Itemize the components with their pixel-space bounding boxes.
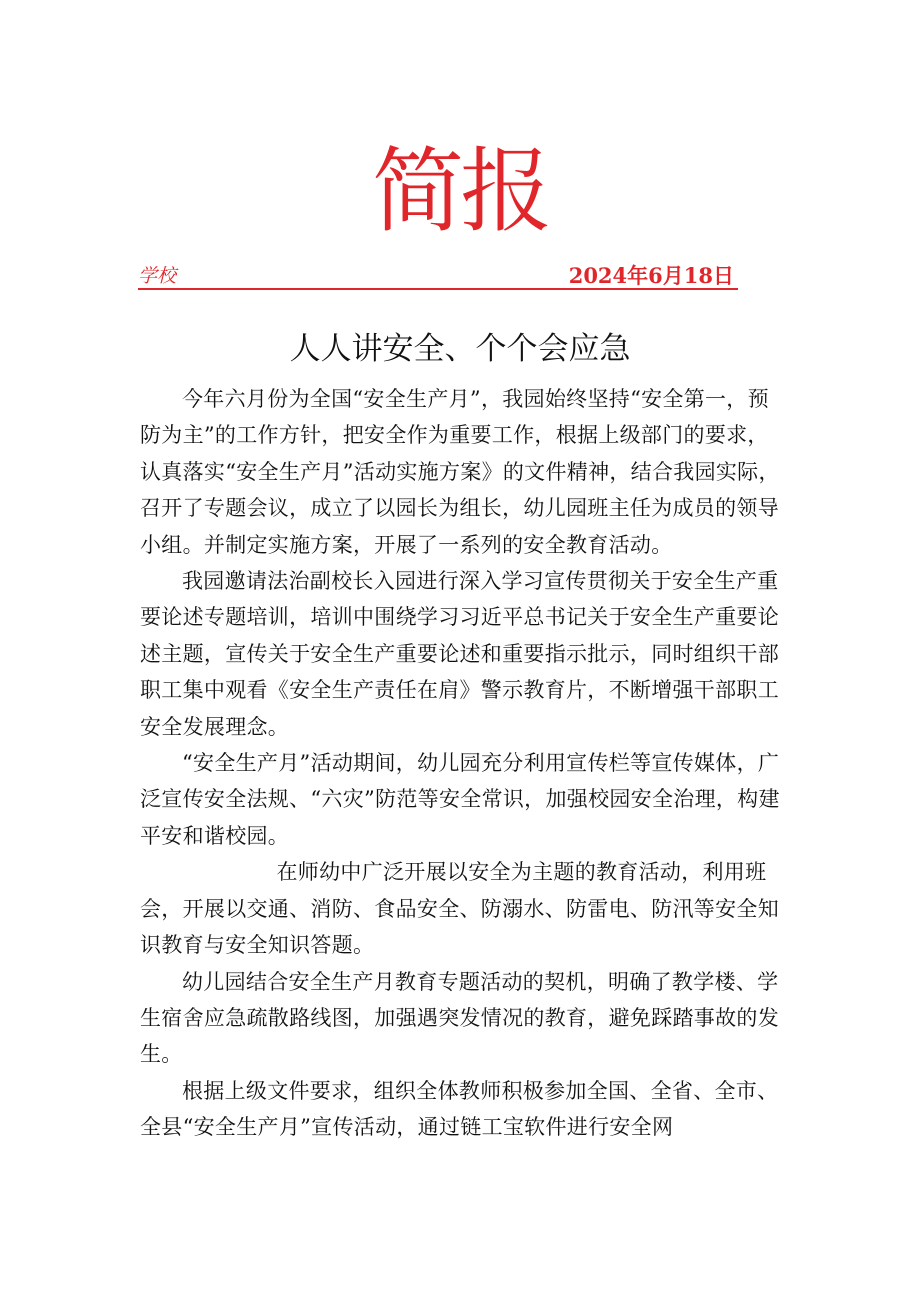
article-paragraph: 我园邀请法治副校长入园进行深入学习宣传贯彻关于安全生产重要论述专题培训，培训中围绕学习习近平总书记关于安全生产重要论述主题，宣传关于安全生产重要论述和重要指示批示，同时组织干部职工集中观看《安全生产责任在肩》警示教育片，不断增强干部职工安全发展理念。 — [140, 569, 779, 739]
article-paragraph: 今年六月份为全国“安全生产月”，我园始终坚持“安全第一，预防为主”的工作方针，把安全作为重要工作，根据上级部门的要求，认真落实“安全生产月”活动实施方案》的文件精神，结合我园实际，召开了专题会议，成立了以园长为组长，幼儿园班主任为成员的领导小组。并制定实施方案，开展了一系列的安全教育活动。 — [140, 387, 780, 557]
article-paragraph: 根据上级文件要求，组织全体教师积极参加全国、全省、全市、全县“安全生产月”宣传活动，通过链工宝软件进行安全网 — [140, 1078, 779, 1140]
article-paragraph: 幼儿园结合安全生产月教育专题活动的契机，明确了教学楼、学生宿舍应急疏散路线图，加强遇突发情况的教育，避免踩踏事故的发生。 — [140, 969, 779, 1067]
article-paragraph: 在师幼中广泛开展以安全为主题的教育活动，利用班会，开展以交通、消防、食品安全、防溺水、防雷电、防汛等安全知识教育与安全知识答题。 — [140, 860, 779, 958]
issue-date: 2024年6月18日 — [568, 263, 734, 288]
article-paragraph: “安全生产月”活动期间，幼儿园充分利用宣传栏等宣传媒体，广泛宣传安全法规、“六灾”防范等安全常识，加强校园安全治理，构建平安和谐校园。 — [140, 751, 780, 848]
article-headline: 人人讲安全、个个会应急 — [289, 331, 631, 367]
article-body — [140, 381, 786, 1146]
bulletin-masthead-title: 简报 — [371, 138, 548, 245]
header-divider — [138, 288, 738, 290]
issuing-organization: 学校 — [138, 265, 177, 287]
